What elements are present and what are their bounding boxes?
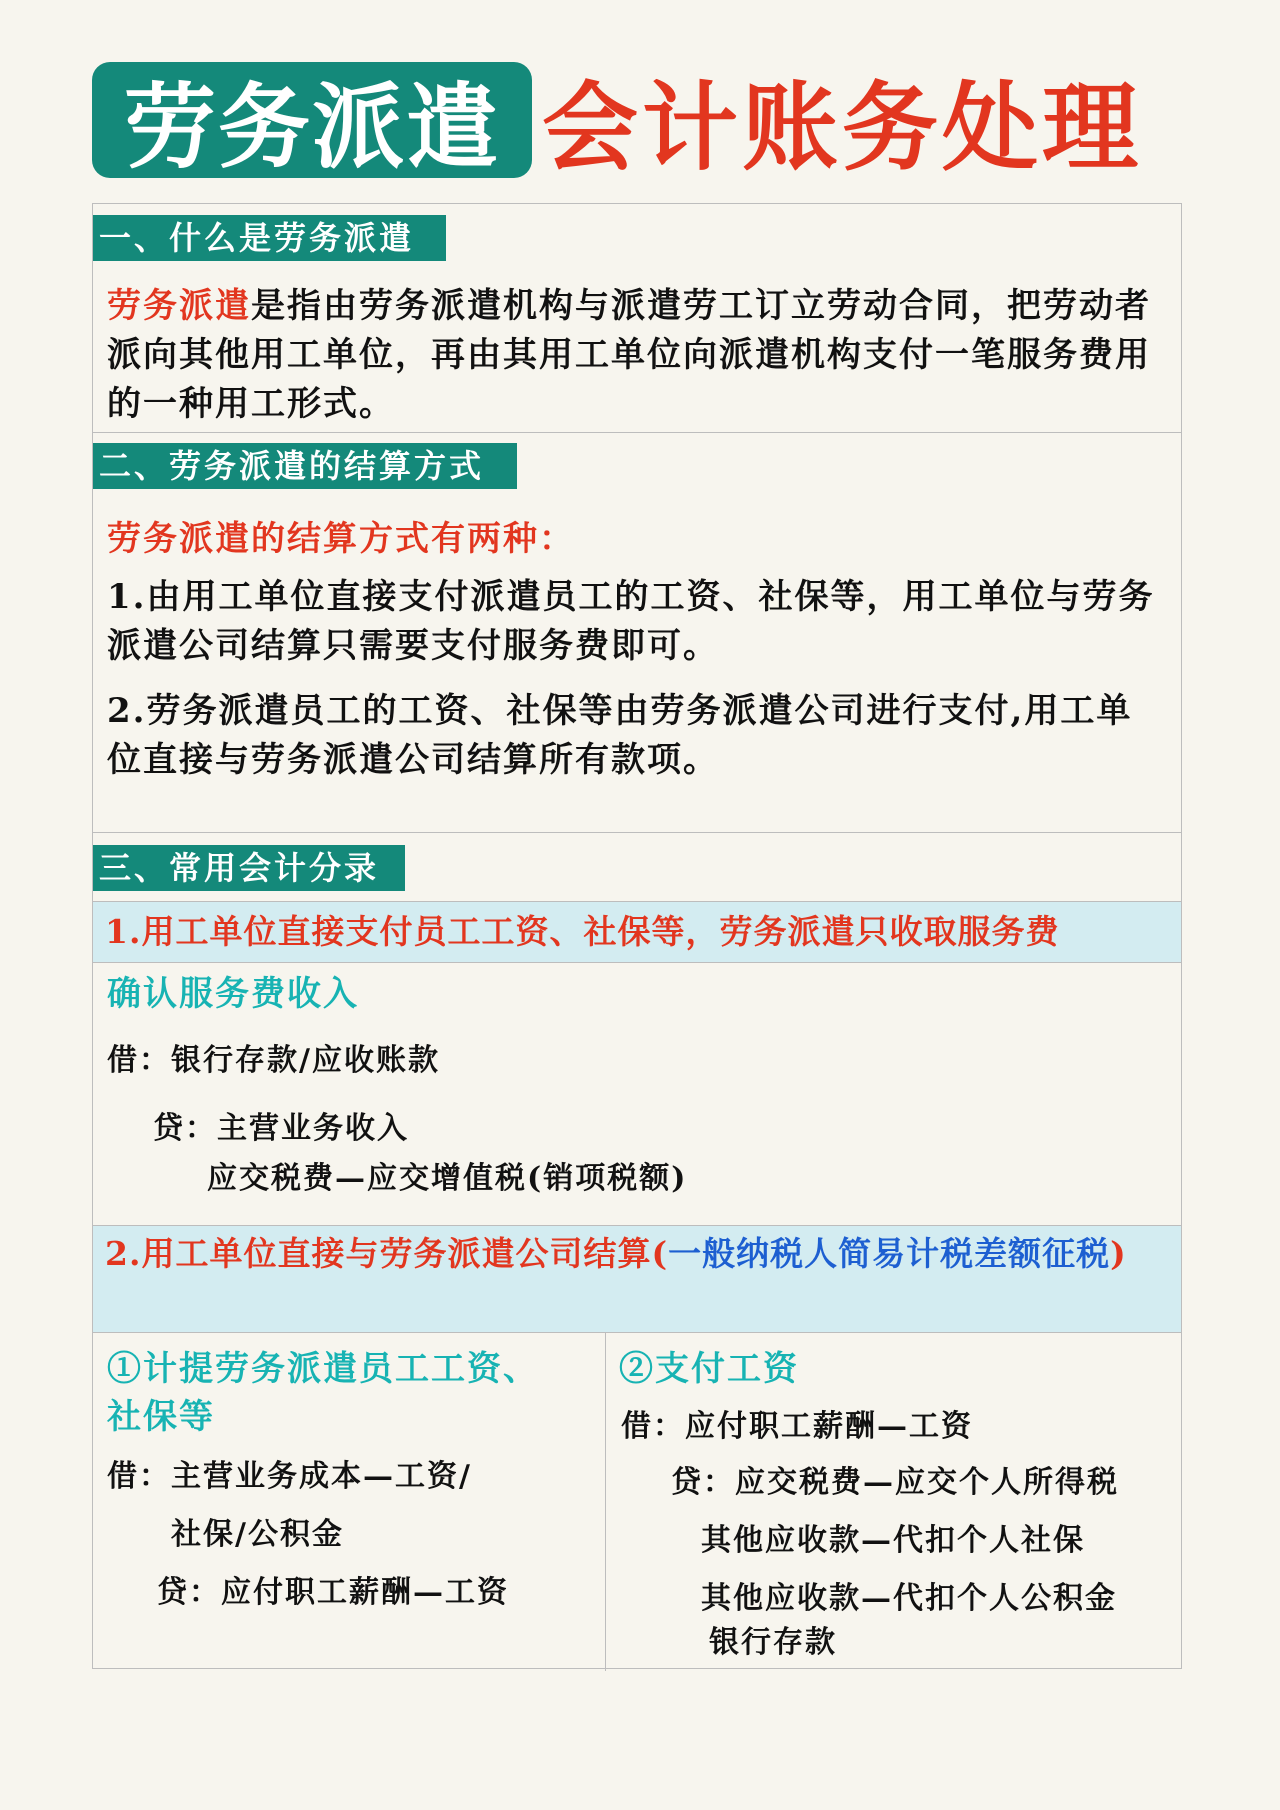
case2-left-debit-line1: 借：主营业务成本—工资/ (107, 1459, 472, 1494)
case2-columns (93, 1333, 1181, 1671)
case2-paren-close: ) (1110, 1234, 1127, 1273)
case2-left-debit-line2: 社保/公积金 (171, 1517, 344, 1552)
case1-credit-2: 应交税费—应交增值税(销项税额) (207, 1161, 688, 1196)
settlement-intro: 劳务派遣的结算方式有两种： (107, 519, 575, 559)
case2-heading-band (93, 1225, 1181, 1333)
case2-right-debit: 借：应付职工薪酬—工资 (621, 1409, 973, 1444)
title-badge: 劳务派遣 (92, 62, 532, 178)
case2-right-credit-4: 银行存款 (709, 1625, 837, 1660)
case2-left-subheading-line2: 社保等 (107, 1397, 215, 1437)
section-settlement (93, 432, 1181, 832)
case2-heading (105, 1229, 1165, 1278)
definition-term: 劳务派遣 (107, 286, 251, 326)
column-divider (605, 1333, 606, 1671)
settlement-method-2: 2.劳务派遣员工的工资、社保等由劳务派遣公司进行支付,用工单位直接与劳务派遣公司结算所有款项。 (107, 691, 1133, 780)
section-what-is (93, 204, 1181, 432)
case1-heading-band (93, 901, 1181, 963)
case1-heading: 1.用工单位直接支付员工工资、社保等，劳务派遣只收取服务费 (105, 912, 1060, 951)
document-body (92, 203, 1182, 1669)
case2-left-subheading-line1: ①计提劳务派遣员工工资、 (107, 1349, 539, 1389)
definition-paragraph (107, 282, 1167, 429)
case2-right-subheading: ②支付工资 (619, 1349, 799, 1389)
section-tag: 一、什么是劳务派遣 (93, 215, 446, 261)
case1-credit-1: 贷：主营业务收入 (153, 1111, 409, 1146)
case2-paren-open: ( (651, 1234, 669, 1273)
case2-right-credit-1: 贷：应交税费—应交个人所得税 (671, 1465, 1119, 1500)
page-header (92, 62, 1142, 184)
section-tag: 三、常用会计分录 (93, 845, 405, 891)
case1-debit: 借：银行存款/应收账款 (107, 1043, 440, 1078)
definition-text: 是指由劳务派遣机构与派遣劳工订立劳动合同，把劳动者派向其他用工单位，再由其用工单位向派遣机构支付一笔服务费用的一种用工形式。 (107, 286, 1151, 424)
case2-right-credit-3: 其他应收款—代扣个人公积金 (701, 1581, 1117, 1616)
section-journal-entries (93, 832, 1181, 1670)
case2-left-credit: 贷：应付职工薪酬—工资 (157, 1575, 509, 1610)
case1-subheading: 确认服务费收入 (107, 974, 359, 1014)
settlement-method-1: 1.由用工单位直接支付派遣员工的工资、社保等，用工单位与劳务派遣公司结算只需要支付服务费即可。 (107, 577, 1155, 666)
case2-left-subheading (107, 1345, 587, 1441)
page-title: 会计账务处理 (542, 70, 1142, 184)
case2-right-credit-2: 其他应收款—代扣个人社保 (701, 1523, 1085, 1558)
case2-heading-main: 2.用工单位直接与劳务派遣公司结算 (105, 1234, 652, 1273)
case2-heading-note: 一般纳税人简易计税差额征税 (668, 1234, 1111, 1273)
section-tag: 二、劳务派遣的结算方式 (93, 443, 517, 489)
